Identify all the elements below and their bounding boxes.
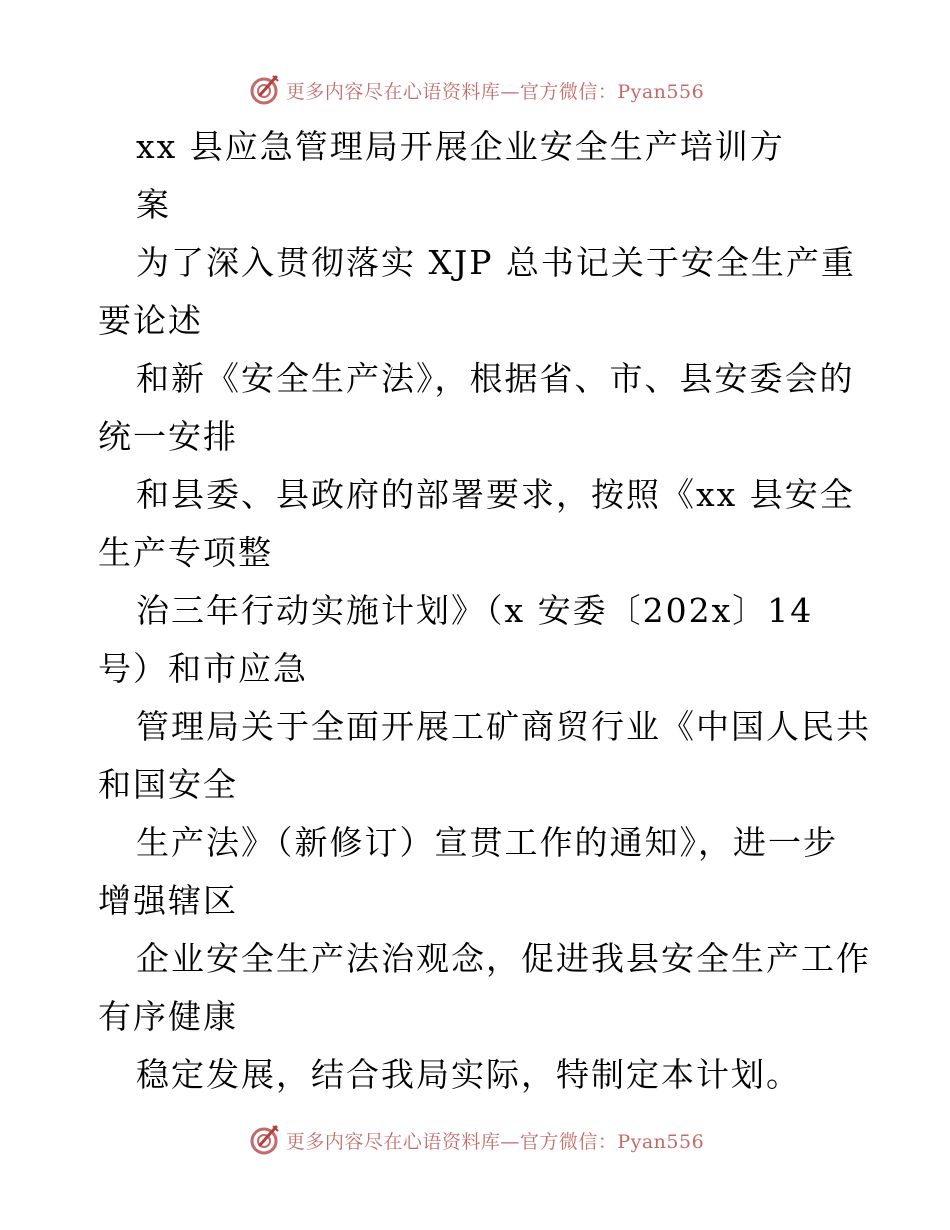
watermark-logo-icon (246, 1122, 282, 1158)
paragraph-line: 企业安全生产法治观念，促进我县安全生产工作 (136, 939, 871, 978)
watermark-logo-icon (246, 72, 282, 108)
paragraph-line: 稳定发展，结合我局实际，特制定本计划。 (136, 1055, 801, 1094)
paragraph-line: 统一安排 (98, 417, 238, 456)
watermark-text: 更多内容尽在心语资料库—官方微信：Pyan556 (285, 80, 705, 103)
document-title-line: xx 县应急管理局开展企业安全生产培训方 (136, 127, 785, 166)
paragraph-line: 和新《安全生产法》，根据省、市、县安委会的 (136, 359, 855, 398)
paragraph-line: 有序健康 (98, 997, 238, 1036)
paragraph-line: 和县委、县政府的部署要求，按照《xx 县安全 (136, 475, 855, 514)
paragraph-line: 和国安全 (98, 765, 238, 804)
paragraph-line: 生产专项整 (98, 533, 273, 572)
document-body (98, 118, 871, 1104)
header-watermark (0, 70, 950, 110)
watermark-text: 更多内容尽在心语资料库—官方微信：Pyan556 (285, 1130, 705, 1153)
paragraph-line: 生产法》（新修订）宣贯工作的通知》，进一步 (136, 823, 838, 862)
paragraph-line: 管理局关于全面开展工矿商贸行业《中国人民共 (136, 707, 871, 746)
paragraph-line: 为了深入贯彻落实 XJP 总书记关于安全生产重 (136, 243, 856, 282)
paragraph-line: 治三年行动实施计划》（x 安委〔202x〕14 (136, 591, 814, 630)
footer-watermark (0, 1120, 950, 1160)
paragraph-line: 增强辖区 (98, 881, 238, 920)
document-title-line: 案 (136, 185, 171, 224)
paragraph-line: 号）和市应急 (98, 649, 308, 688)
paragraph-line: 要论述 (98, 301, 203, 340)
